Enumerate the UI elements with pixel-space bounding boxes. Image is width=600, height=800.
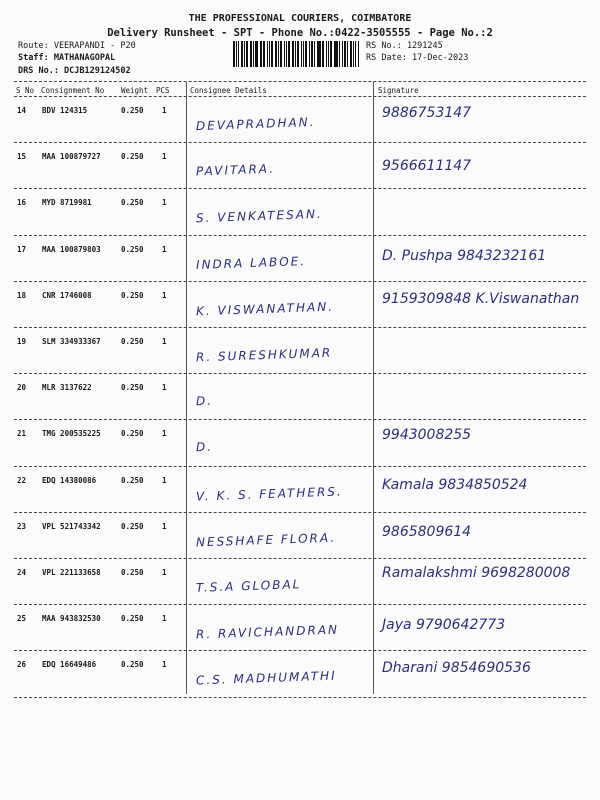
col-consignee: Consignee Details (190, 86, 267, 95)
row-sno: 21 (17, 429, 27, 439)
row-weight: 0.250 (121, 521, 144, 531)
row-pcs: 1 (162, 660, 167, 670)
row-pcs: 1 (162, 106, 167, 115)
row-separator (14, 235, 586, 236)
row-pcs: 1 (162, 475, 167, 485)
row-weight: 0.250 (121, 383, 144, 393)
row-signature-handwritten: 9865809614 (382, 523, 472, 540)
row-weight: 0.250 (121, 337, 144, 346)
row-consignment-no: MYD 8719981 (42, 198, 92, 208)
row-pcs: 1 (162, 198, 167, 208)
row-consignment-no: MLR 3137622 (42, 383, 92, 393)
row-consignee-handwritten: D. (195, 440, 214, 455)
route-label: Route: VEERAPANDI - P20 (18, 41, 136, 51)
row-signature-handwritten: Kamala 9834850524 (382, 476, 528, 493)
row-consignment-no: EDQ 16649486 (42, 660, 97, 670)
row-separator (14, 373, 586, 374)
row-weight: 0.250 (121, 290, 144, 300)
row-signature-handwritten: Ramalakshmi 9698280008 (382, 565, 571, 581)
row-sno: 22 (17, 475, 27, 485)
row-consignee-handwritten: K. VISWANATHAN. (195, 299, 335, 319)
row-weight: 0.250 (121, 152, 144, 162)
row-pcs: 1 (162, 337, 167, 346)
row-consignment-no: TMG 200535225 (42, 429, 101, 439)
row-separator (14, 604, 586, 605)
col-sno: S No (16, 86, 35, 95)
row-sno: 26 (17, 660, 27, 670)
table-top-rule (14, 81, 586, 82)
row-pcs: 1 (162, 244, 167, 254)
row-consignee-handwritten: V. K. S. FEATHERS. (195, 484, 343, 504)
row-pcs: 1 (162, 521, 167, 531)
row-pcs: 1 (162, 383, 167, 393)
row-pcs: 1 (162, 614, 167, 624)
row-pcs: 1 (162, 290, 167, 300)
row-weight: 0.250 (121, 568, 144, 577)
row-separator (14, 327, 586, 328)
row-separator (14, 281, 586, 282)
row-sno: 24 (17, 568, 27, 577)
col-signature: Signature (378, 86, 419, 95)
barcode-image (233, 41, 360, 67)
row-sno: 20 (17, 383, 27, 393)
row-separator (14, 419, 586, 420)
row-consignment-no: BDV 124315 (42, 106, 88, 115)
row-weight: 0.250 (121, 429, 144, 439)
table-header-rule (14, 96, 586, 97)
company-title: THE PROFESSIONAL COURIERS, COIMBATORE (188, 13, 412, 24)
row-sno: 15 (17, 152, 27, 162)
row-consignee-handwritten: D. (195, 393, 214, 409)
row-consignment-no: CNR 1746008 (42, 290, 92, 300)
row-consignee-handwritten: INDRA LABOE. (195, 253, 307, 272)
row-consignee-handwritten: NESSHAFE FLORA. (195, 530, 337, 550)
row-consignee-handwritten: DEVAPRADHAN. (195, 114, 316, 134)
row-consignment-no: VPL 221133658 (42, 568, 101, 577)
row-separator (14, 650, 586, 651)
row-weight: 0.250 (121, 244, 144, 254)
row-signature-handwritten: 9566611147 (382, 158, 472, 175)
row-separator (14, 142, 586, 143)
row-sno: 14 (17, 106, 27, 115)
row-sno: 25 (17, 614, 27, 624)
row-pcs: 1 (162, 429, 167, 439)
col-weight: Weight (121, 86, 149, 95)
row-pcs: 1 (162, 152, 167, 162)
row-consignment-no: MAA 100879803 (42, 244, 101, 254)
rs-date: RS Date: 17-Dec-2023 (366, 53, 469, 63)
signature-column-divider (373, 82, 374, 694)
row-signature-handwritten: D. Pushpa 9843232161 (382, 247, 547, 264)
row-sno: 23 (17, 521, 27, 531)
row-consignment-no: VPL 521743342 (42, 521, 101, 531)
row-consignee-handwritten: R. RAVICHANDRAN (195, 622, 340, 642)
staff-label: Staff: MATHANAGOPAL (18, 53, 116, 63)
row-consignment-no: SLM 334933367 (42, 337, 101, 346)
drs-number: DRS No.: DCJB129124502 (18, 66, 131, 76)
row-weight: 0.250 (121, 106, 144, 115)
row-signature-handwritten: Dharani 9854690536 (382, 660, 531, 677)
runsheet-subtitle: Delivery Runsheet - SPT - Phone No.:0422-3505555 - Page No.:2 (107, 27, 493, 39)
row-consignment-no: MAA 943832530 (42, 614, 101, 624)
col-pcs: PCS (156, 86, 170, 95)
row-signature-handwritten: 9943008255 (382, 427, 472, 444)
row-sno: 18 (17, 290, 27, 300)
row-signature-handwritten: Jaya 9790642773 (382, 617, 506, 634)
row-consignee-handwritten: R. SURESHKUMAR (195, 345, 333, 365)
col-consignment: Consignment No (41, 86, 105, 95)
row-separator (14, 697, 586, 698)
row-consignment-no: MAA 100879727 (42, 152, 101, 162)
row-consignment-no: EDQ 14380086 (42, 475, 97, 485)
row-consignee-handwritten: S. VENKATESAN. (195, 207, 323, 226)
row-sno: 17 (17, 244, 27, 254)
row-separator (14, 466, 586, 467)
row-separator (14, 188, 586, 189)
row-sno: 16 (17, 198, 27, 208)
row-weight: 0.250 (121, 660, 144, 670)
row-consignee-handwritten: T.S.A GLOBAL (195, 577, 302, 595)
row-sno: 19 (17, 337, 27, 346)
row-pcs: 1 (162, 568, 167, 577)
row-weight: 0.250 (121, 614, 144, 624)
row-signature-handwritten: 9159309848 K.Viswanathan (382, 290, 580, 307)
row-consignee-handwritten: PAVITARA. (195, 161, 276, 179)
row-separator (14, 558, 586, 559)
row-weight: 0.250 (121, 198, 144, 208)
row-weight: 0.250 (121, 475, 144, 485)
consignee-column-divider (186, 82, 187, 694)
row-consignee-handwritten: C.S. MADHUMATHI (195, 668, 337, 688)
row-separator (14, 512, 586, 513)
row-signature-handwritten: 9886753147 (382, 105, 472, 121)
rs-number: RS No.: 1291245 (366, 41, 443, 51)
